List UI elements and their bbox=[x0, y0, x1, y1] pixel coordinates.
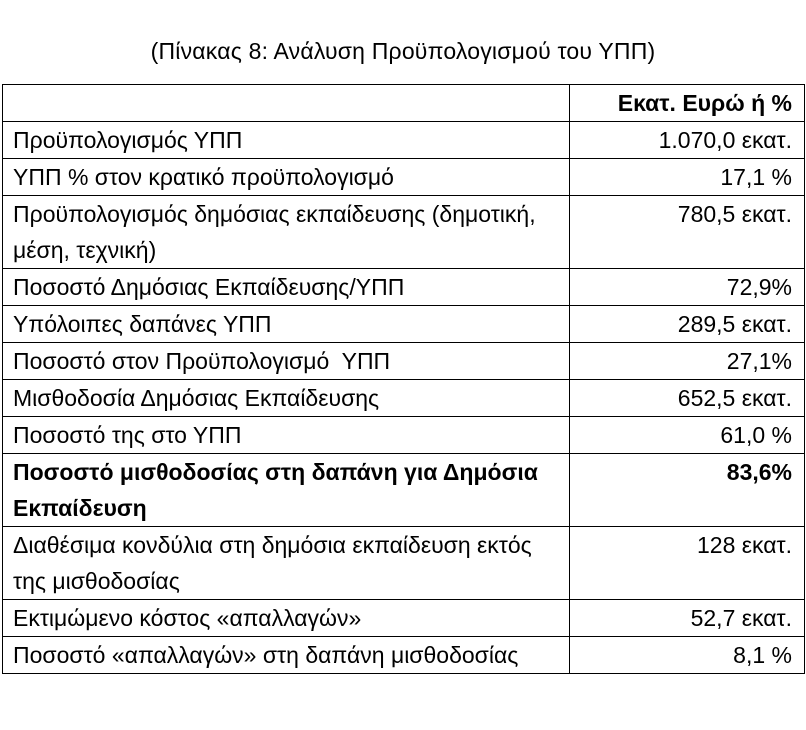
row-value: 17,1 % bbox=[570, 159, 805, 196]
table-row bbox=[3, 417, 805, 454]
table-row bbox=[3, 600, 805, 637]
table-caption: (Πίνακας 8: Ανάλυση Προϋπολογισμού του ΥΠΠ) bbox=[150, 38, 656, 64]
row-value: 128 εκατ. bbox=[570, 527, 805, 600]
table-row bbox=[3, 306, 805, 343]
row-value: 72,9% bbox=[570, 269, 805, 306]
row-label: Υπόλοιπες δαπάνες ΥΠΠ bbox=[3, 306, 570, 343]
row-value: 1.070,0 εκατ. bbox=[570, 122, 805, 159]
row-label: Ποσοστό της στο ΥΠΠ bbox=[3, 417, 570, 454]
header-label-cell bbox=[3, 85, 570, 122]
row-label: Εκτιμώμενο κόστος «απαλλαγών» bbox=[3, 600, 570, 637]
row-label: Προϋπολογισμός ΥΠΠ bbox=[3, 122, 570, 159]
row-label: ΥΠΠ % στον κρατικό προϋπολογισμό bbox=[3, 159, 570, 196]
row-value: 289,5 εκατ. bbox=[570, 306, 805, 343]
row-value: 52,7 εκατ. bbox=[570, 600, 805, 637]
row-value: 27,1% bbox=[570, 343, 805, 380]
table-row bbox=[3, 527, 805, 600]
table-row bbox=[3, 380, 805, 417]
table-row bbox=[3, 343, 805, 380]
row-value: 652,5 εκατ. bbox=[570, 380, 805, 417]
row-value: 83,6% bbox=[570, 454, 805, 527]
row-label: Ποσοστό Δημόσιας Εκπαίδευσης/ΥΠΠ bbox=[3, 269, 570, 306]
row-label: Προϋπολογισμός δημόσιας εκπαίδευσης (δημοτική, μέση, τεχνική) bbox=[3, 196, 570, 269]
header-value-cell: Εκατ. Ευρώ ή % bbox=[570, 85, 805, 122]
table-row bbox=[3, 637, 805, 674]
table-row bbox=[3, 196, 805, 269]
table-row bbox=[3, 269, 805, 306]
table-row bbox=[3, 122, 805, 159]
row-label: Ποσοστό στον Προϋπολογισμό ΥΠΠ bbox=[3, 343, 570, 380]
row-value: 780,5 εκατ. bbox=[570, 196, 805, 269]
row-label: Ποσοστό μισθοδοσίας στη δαπάνη για Δημόσια Εκπαίδευση bbox=[3, 454, 570, 527]
table-row-highlight bbox=[3, 454, 805, 527]
row-label: Ποσοστό «απαλλαγών» στη δαπάνη μισθοδοσίας bbox=[3, 637, 570, 674]
row-label: Διαθέσιμα κονδύλια στη δημόσια εκπαίδευση εκτός της μισθοδοσίας bbox=[3, 527, 570, 600]
budget-table bbox=[2, 84, 805, 674]
table-row bbox=[3, 159, 805, 196]
row-value: 8,1 % bbox=[570, 637, 805, 674]
table-header-row bbox=[3, 85, 805, 122]
row-value: 61,0 % bbox=[570, 417, 805, 454]
row-label: Μισθοδοσία Δημόσιας Εκπαίδευσης bbox=[3, 380, 570, 417]
